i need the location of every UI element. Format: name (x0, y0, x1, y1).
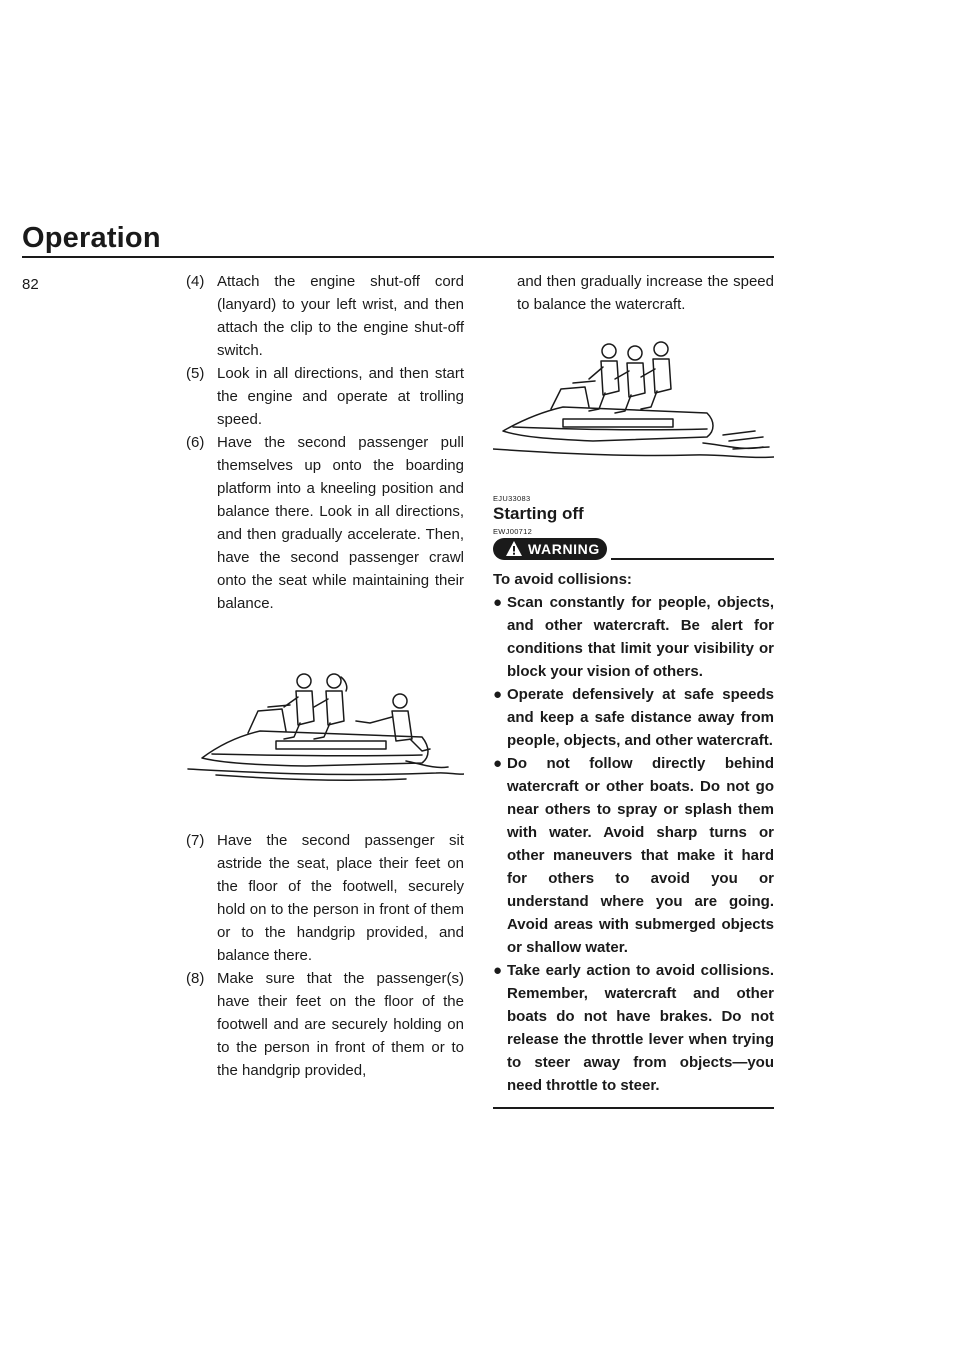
watercraft-three-riders-drawing (493, 331, 774, 466)
bullet-dot-icon: ● (493, 594, 503, 611)
step-5 (186, 362, 464, 431)
illustration-passenger-boarding (186, 651, 464, 801)
section-code: EJU33083 (493, 494, 531, 503)
step-number: (6) (186, 434, 205, 451)
warning-body (493, 568, 774, 1109)
warning-badge (493, 538, 607, 560)
step-6 (186, 431, 464, 615)
left-column (186, 270, 464, 1082)
bullet-dot-icon: ● (493, 962, 503, 979)
step-text: Have the second passenger sit astride the seat, place their feet on the floor of the footwell, securely hold on to the person in front of them or to the handgrip provided, and balance there. (217, 832, 464, 964)
step-text: Make sure that the passenger(s) have their feet on the floor of the footwell and are securely holding on to the person in front of them or to the handgrip provided, (217, 970, 464, 1079)
step-number: (7) (186, 832, 205, 849)
warning-triangle-icon (505, 540, 523, 557)
list-item (493, 683, 774, 752)
bullet-text: Take early action to avoid collisions. Remember, watercraft and other boats do not have brakes. Do not release the throttle lever when trying to steer away from objects—you need throttle to steer. (507, 962, 774, 1094)
step-7 (186, 829, 464, 967)
step-number: (4) (186, 273, 205, 290)
bullet-text: Scan constantly for people, objects, and other watercraft. Be alert for conditions that limit your visibility or block your vision of others. (507, 594, 774, 680)
title-rule (22, 256, 774, 258)
warning-code: EWJ00712 (493, 527, 533, 536)
warning-label: WARNING (528, 541, 600, 557)
step-number: (8) (186, 970, 205, 987)
list-item (493, 752, 774, 959)
warning-bullet-list (493, 591, 774, 1097)
bullet-dot-icon: ● (493, 686, 503, 703)
right-column (493, 270, 774, 1109)
warning-rule (611, 558, 774, 560)
step-number: (5) (186, 365, 205, 382)
bullet-text: Do not follow directly behind watercraft or other boats. Do not go near others to spray or splash them with water. Avoid sharp turns or other maneuvers that make it hard for others to avoid you or understand where you are going. Avoid areas with submerged objects or shallow water. (507, 755, 774, 956)
list-item (493, 591, 774, 683)
step-8 (186, 967, 464, 1082)
warning-header (493, 538, 774, 564)
step-4 (186, 270, 464, 362)
list-item (493, 959, 774, 1097)
step-continuation: and then gradually increase the speed to balance the watercraft. (517, 273, 774, 313)
warning-intro: To avoid collisions: (493, 571, 632, 588)
bullet-dot-icon: ● (493, 755, 503, 772)
bullet-text: Operate defensively at safe speeds and keep a safe distance away from people, objects, and other watercraft. (507, 686, 774, 749)
page-title: Operation (22, 222, 161, 254)
watercraft-boarding-drawing (186, 651, 464, 801)
step-text: Look in all directions, and then start the engine and operate at trolling speed. (217, 365, 464, 428)
page-number: 82 (22, 276, 39, 293)
step-text: Attach the engine shut-off cord (lanyard) to your left wrist, and then attach the clip to the engine shut-off switch. (217, 273, 464, 359)
step-text: Have the second passenger pull themselves up onto the boarding platform into a kneeling position and balance there. Look in all directions, and then gradually accelerate. Then, have the second passenger crawl onto the seat while maintaining their balance. (217, 434, 464, 612)
illustration-three-riders (493, 331, 774, 466)
section-title: Starting off (493, 504, 584, 523)
